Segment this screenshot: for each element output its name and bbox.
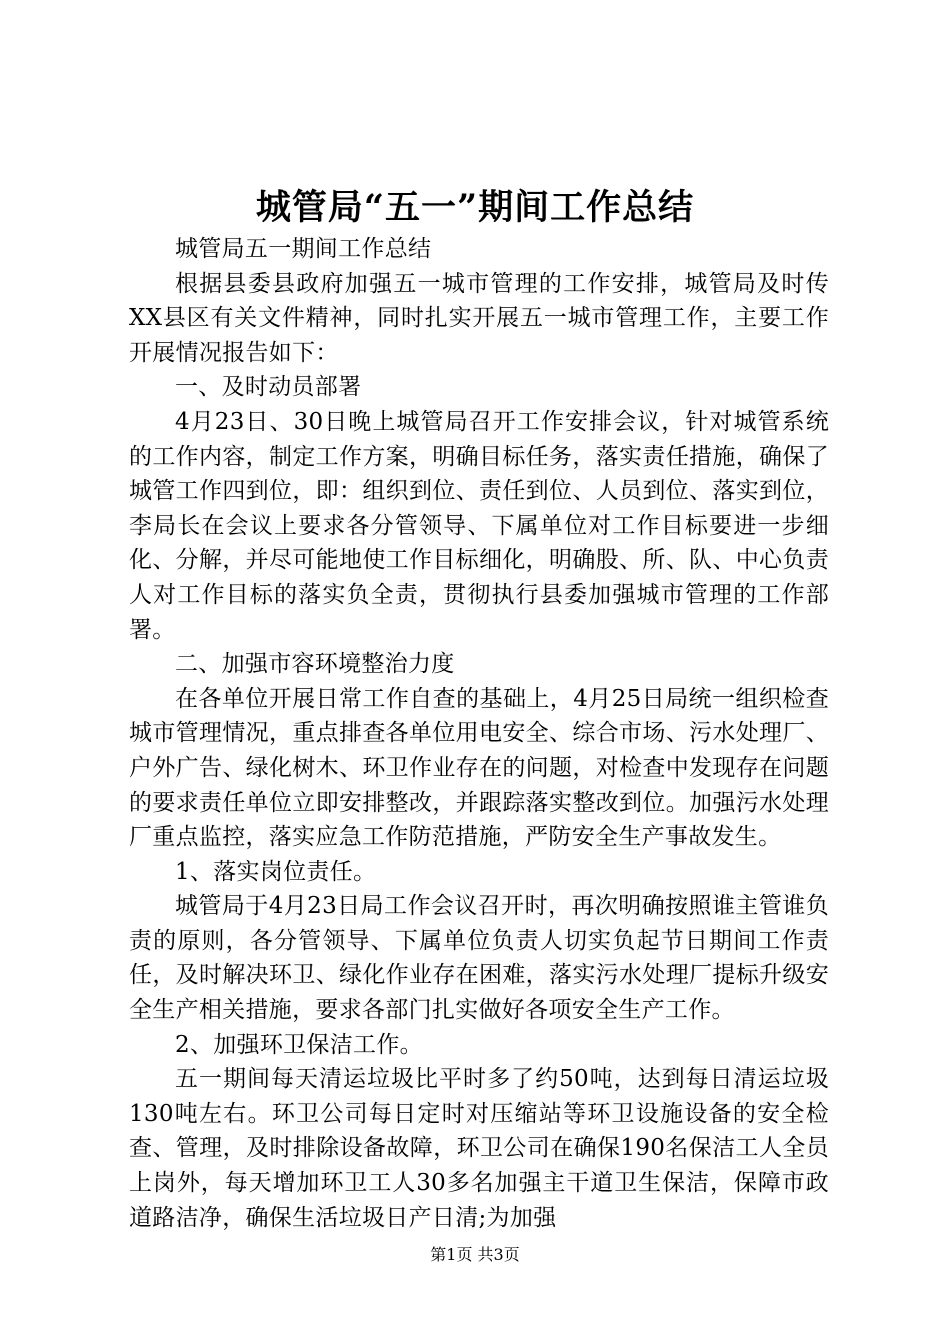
paragraph-subtitle: 城管局五一期间工作总结	[175, 236, 432, 262]
paragraph-section-1: 4月23日、30日晚上城管局召开工作安排会议，针对城管系统的工作内容，制定工作方案，明确目标任务，落实责任措施，确保了城管工作四到位，即：组织到位、责任到位、人员到位、落实到位，李局长在会议上要求各分管领导、下属单位对工作目标要进一步细化、分解，并尽可能地使工作目标细化，明确股、所、队、中心负责人对工作目标的落实负全责，贯彻执行县委加强城市管理的工作部署。	[129, 408, 829, 643]
section-heading-2: 二、加强市容环境整治力度	[175, 651, 455, 678]
document-title: 城管局“五一”期间工作总结	[255, 187, 695, 228]
paragraph-subsection-2: 五一期间每天清运垃圾比平时多了约50吨，达到每日清运垃圾130吨左右。环卫公司每日定时对压缩站等环卫设施设备的安全检查、管理，及时排除设备故障，环卫公司在确保190名保洁工人全员上岗外，每天增加环卫工人30多名加强主干道卫生保洁，保障市政道路洁净，确保生活垃圾日产日清;为加强	[129, 1066, 829, 1231]
document-body	[129, 232, 829, 1235]
subsection-heading-1: 1、落实岗位责任。	[175, 858, 377, 885]
paragraph-section-2: 在各单位开展日常工作自查的基础上，4月25日局统一组织检查城市管理情况，重点排查各单位用电安全、综合市场、污水处理厂、户外广告、绿化树木、环卫作业存在的问题，对检查中发现存在问题的要求责任单位立即安排整改，并跟踪落实整改到位。加强污水处理厂重点监控，落实应急工作防范措施，严防安全生产事故发生。	[129, 685, 829, 851]
section-heading-1: 一、及时动员部署	[175, 374, 362, 401]
page-footer: 第1页 共3页	[430, 1245, 520, 1264]
subsection-heading-2: 2、加强环卫保洁工作。	[175, 1031, 423, 1058]
paragraph-subsection-1: 城管局于4月23日局工作会议召开时，再次明确按照谁主管谁负责的原则，各分管领导、下属单位负责人切实负起节日期间工作责任，及时解决环卫、绿化作业存在困难，落实污水处理厂提标升级安全生产相关措施，要求各部门扎实做好各项安全生产工作。	[129, 893, 829, 1024]
paragraph-intro: 根据县委县政府加强五一城市管理的工作安排，城管局及时传XX县区有关文件精神，同时扎实开展五一城市管理工作，主要工作开展情况报告如下：	[129, 270, 829, 366]
